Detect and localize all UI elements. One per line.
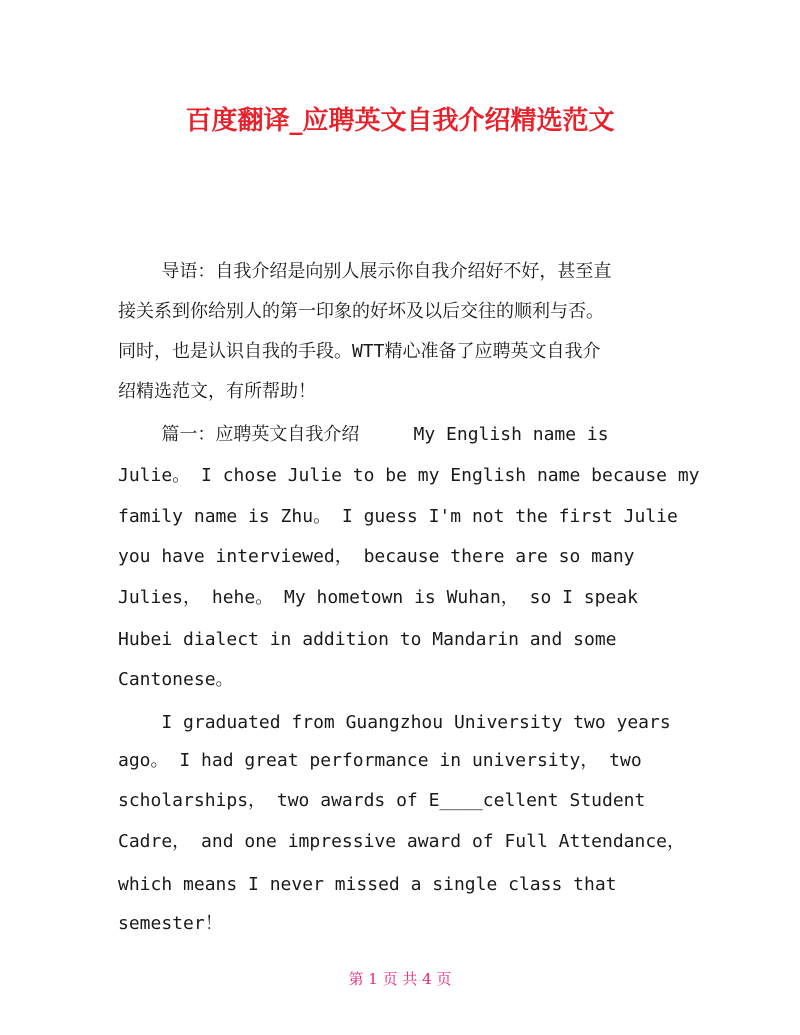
body-line-2: 接关系到你给别人的第一印象的好坏及以后交往的顺利与否。 <box>118 301 604 322</box>
body-line-14: scholarships， two awards of E____cellent Student <box>118 790 646 811</box>
body-line-17: semester！ <box>118 913 223 934</box>
body-line-12: I graduated from Guangzhou University two years <box>118 712 671 733</box>
body-line-13: ago。 I had great performance in university， two <box>118 750 642 771</box>
body-line-9: Julies， hehe。 My hometown is Wuhan， so I speak <box>118 587 638 608</box>
body-line-11: Cantonese。 <box>118 669 234 690</box>
body-line-5: 篇一：应聘英文自我介绍 My English name is <box>118 424 609 445</box>
body-line-16: which means I never missed a single class that <box>118 874 617 895</box>
body-line-4: 绍精选范文，有所帮助！ <box>118 381 316 402</box>
body-line-10: Hubei dialect in addition to Mandarin and some <box>118 629 617 650</box>
body-line-6: Julie。 I chose Julie to be my English name because my <box>118 465 700 486</box>
body-line-3: 同时，也是认识自我的手段。WTT精心准备了应聘英文自我介 <box>118 341 601 362</box>
document-title: 百度翻译_应聘英文自我介绍精选范文 <box>185 106 615 136</box>
page-number-footer: 第 1 页 共 4 页 <box>348 970 452 988</box>
body-line-1: 导语：自我介绍是向别人展示你自我介绍好不好，甚至直 <box>118 261 612 282</box>
body-line-8: you have interviewed， because there are so many <box>118 546 635 567</box>
body-line-7: family name is Zhu。 I guess I'm not the first Julie <box>118 506 678 527</box>
body-line-15: Cadre， and one impressive award of Full Attendance， <box>118 831 686 852</box>
